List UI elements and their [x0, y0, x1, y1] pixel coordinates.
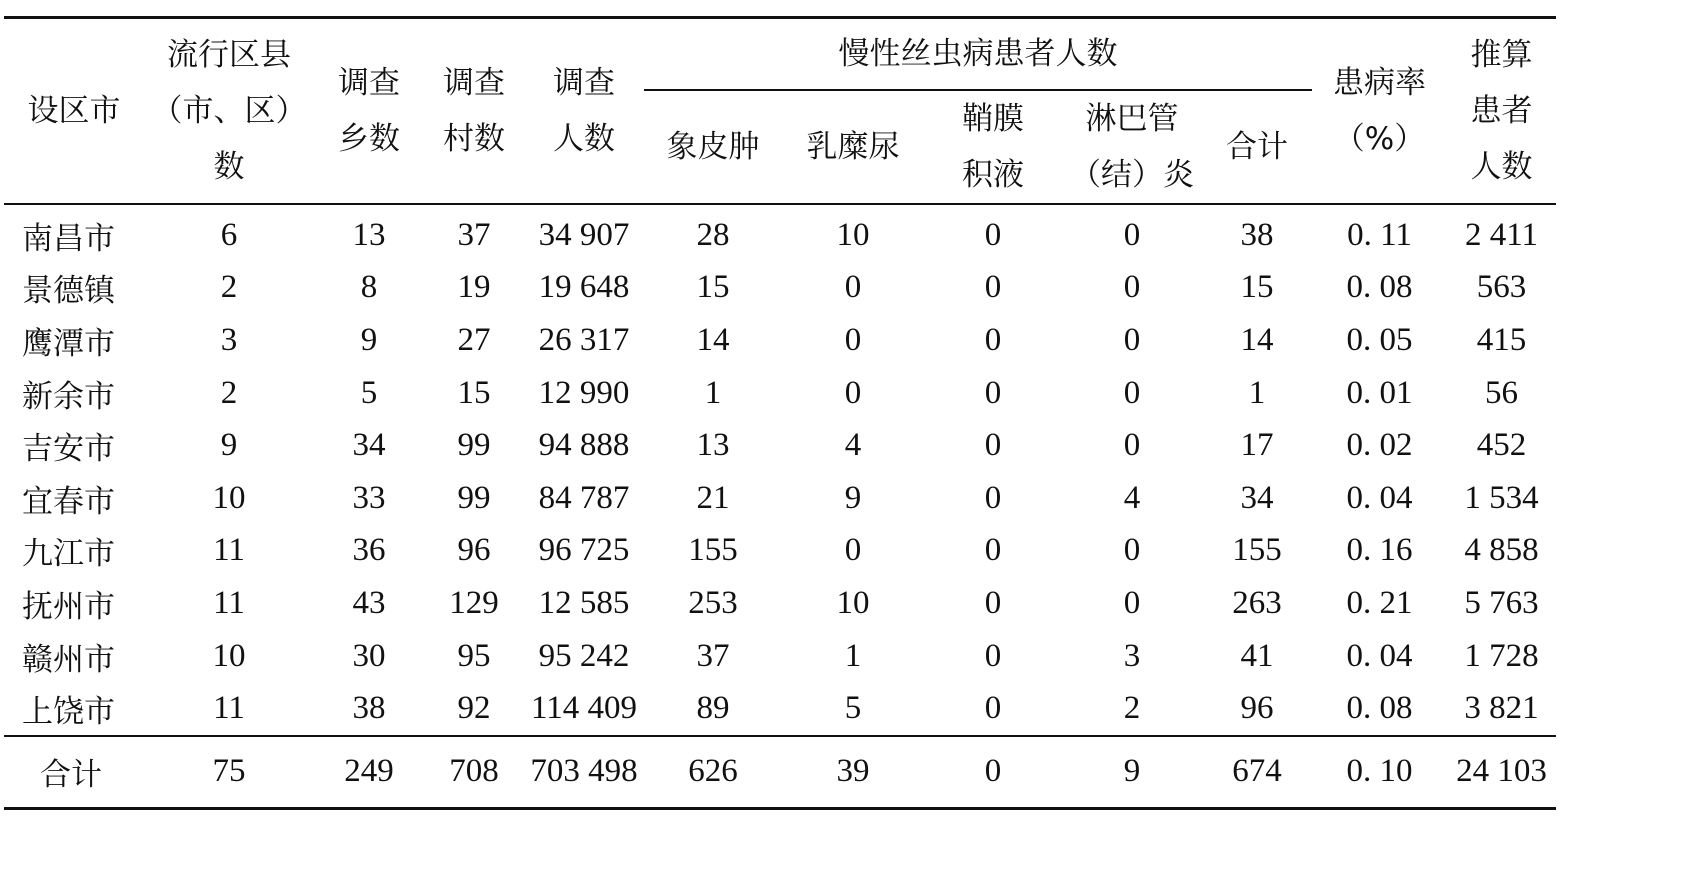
cell-villages: 92: [457, 690, 491, 727]
cell-city: 吉安市: [22, 431, 115, 468]
cell-elephantiasis: 253: [688, 584, 738, 621]
header-rate: 患病率 （%）: [1333, 65, 1427, 157]
cell-elephantiasis: 1: [704, 374, 722, 411]
cell-lymph: 0: [1123, 374, 1141, 411]
cell-hydrocele: 0: [984, 584, 1002, 621]
cell-subtotal: 1: [1248, 374, 1266, 411]
header-people: 调查 人数: [553, 65, 615, 157]
cell-estimated: 1 728: [1464, 637, 1539, 674]
cell-elephantiasis: 14: [696, 321, 730, 358]
cell-hydrocele: 0: [984, 637, 1002, 674]
cell-people: 95 242: [538, 637, 630, 674]
cell-subtotal: 34: [1240, 479, 1274, 516]
cell-elephantiasis: 89: [696, 690, 730, 727]
cell-subtotal: 41: [1240, 637, 1274, 674]
cell-hydrocele: 0: [984, 479, 1002, 516]
cell-villages: 95: [457, 637, 491, 674]
cell-rate: 0. 02: [1346, 427, 1413, 464]
cell-subtotal: 14: [1240, 321, 1274, 358]
cell-chyluria: 0: [844, 269, 862, 306]
table-container: [4, 16, 1556, 810]
header-counties: 流行区县 （市、区）数: [151, 37, 307, 185]
cell-elephantiasis: 13: [696, 427, 730, 464]
cell-hydrocele: 0: [984, 321, 1002, 358]
cell-estimated: 452: [1476, 427, 1527, 464]
cell-people: 12 990: [538, 374, 630, 411]
cell-elephantiasis: 37: [696, 637, 730, 674]
cell-lymph: 0: [1123, 216, 1141, 253]
cell-subtotal: 263: [1232, 584, 1282, 621]
cell-chyluria: 0: [844, 321, 862, 358]
cell-hydrocele: 0: [984, 216, 1002, 253]
cell-villages: 129: [449, 584, 499, 621]
cell-rate: 0. 10: [1312, 736, 1447, 809]
cell-lymph: 0: [1123, 427, 1141, 464]
cell-people: 94 888: [538, 427, 630, 464]
cell-villages: 99: [457, 427, 491, 464]
cell-towns: 13: [352, 216, 386, 253]
table-row: [4, 419, 1556, 472]
cell-subtotal: 17: [1240, 427, 1274, 464]
table-row: [4, 262, 1556, 315]
cell-people: 84 787: [538, 479, 630, 516]
table-body: [4, 204, 1556, 808]
cell-city: 鹰潭市: [22, 325, 115, 362]
cell-chyluria: 4: [844, 427, 862, 464]
cell-people: 19 648: [538, 269, 630, 306]
cell-estimated: 56: [1485, 374, 1519, 411]
cell-elephantiasis: 21: [696, 479, 730, 516]
cell-estimated: 24 103: [1447, 736, 1556, 809]
header-towns: 调查 乡数: [338, 65, 400, 157]
cell-towns: 36: [352, 532, 386, 569]
table-row: [4, 630, 1556, 683]
cell-towns: 43: [352, 584, 386, 621]
cell-estimated: 1 534: [1464, 479, 1539, 516]
cell-elephantiasis: 155: [688, 532, 738, 569]
cell-counties: 75: [144, 736, 314, 809]
cell-towns: 33: [352, 479, 386, 516]
cell-city: 景德镇: [22, 273, 115, 310]
cell-rate: 0. 21: [1346, 584, 1413, 621]
cell-rate: 0. 05: [1346, 321, 1413, 358]
cell-hydrocele: 0: [984, 427, 1002, 464]
table-row: [4, 525, 1556, 578]
cell-chyluria: 0: [844, 532, 862, 569]
header-chyluria: 乳糜尿: [806, 129, 900, 165]
cell-towns: 249: [314, 736, 424, 809]
header-subtotal: 合计: [1226, 129, 1288, 165]
cell-villages: 96: [457, 532, 491, 569]
header-city: 设区市: [27, 93, 121, 129]
cell-lymph: 9: [1062, 736, 1202, 809]
table-row: [4, 472, 1556, 525]
cell-counties: 11: [213, 532, 245, 569]
cell-city: 抚州市: [22, 588, 115, 625]
cell-chyluria: 39: [782, 736, 924, 809]
table-row: [4, 314, 1556, 367]
cell-subtotal: 674: [1202, 736, 1312, 809]
cell-people: 96 725: [538, 532, 630, 569]
total-row: [4, 736, 1556, 809]
cell-people: 703 498: [524, 736, 644, 809]
cell-counties: 3: [220, 321, 238, 358]
cell-hydrocele: 0: [924, 736, 1062, 809]
cell-rate: 0. 16: [1346, 532, 1413, 569]
cell-counties: 9: [220, 427, 238, 464]
cell-villages: 27: [457, 321, 491, 358]
cell-subtotal: 96: [1240, 690, 1274, 727]
cell-subtotal: 15: [1240, 269, 1274, 306]
cell-towns: 38: [352, 690, 386, 727]
cell-city: 宜春市: [22, 483, 115, 520]
table-header: [4, 18, 1556, 205]
cell-city: 南昌市: [22, 220, 115, 257]
cell-estimated: 415: [1476, 321, 1527, 358]
cell-people: 12 585: [538, 584, 630, 621]
filariasis-table: [4, 16, 1556, 810]
header-elephantiasis: 象皮肿: [666, 129, 760, 165]
cell-rate: 0. 08: [1346, 269, 1413, 306]
header-hydrocele: 鞘膜 积液: [962, 101, 1024, 193]
cell-rate: 0. 04: [1346, 479, 1413, 516]
cell-counties: 10: [212, 637, 246, 674]
cell-chyluria: 1: [844, 637, 862, 674]
cell-towns: 5: [360, 374, 378, 411]
cell-city: 新余市: [22, 378, 115, 415]
cell-towns: 9: [360, 321, 378, 358]
cell-counties: 6: [220, 216, 238, 253]
cell-estimated: 4 858: [1464, 532, 1539, 569]
cell-villages: 37: [457, 216, 491, 253]
cell-chyluria: 10: [836, 216, 870, 253]
cell-counties: 2: [220, 269, 238, 306]
table-row: [4, 577, 1556, 630]
cell-people: 114 409: [530, 690, 638, 727]
cell-towns: 34: [352, 427, 386, 464]
cell-rate: 0. 11: [1347, 216, 1412, 253]
cell-lymph: 0: [1123, 269, 1141, 306]
table-row: [4, 682, 1556, 736]
table-row: [4, 204, 1556, 262]
cell-hydrocele: 0: [984, 269, 1002, 306]
cell-subtotal: 155: [1232, 532, 1282, 569]
cell-estimated: 2 411: [1465, 216, 1539, 253]
cell-counties: 2: [220, 374, 238, 411]
cell-estimated: 563: [1476, 269, 1527, 306]
table-row: [4, 367, 1556, 420]
cell-people: 34 907: [538, 216, 630, 253]
cell-villages: 19: [457, 269, 491, 306]
cell-lymph: 0: [1123, 321, 1141, 358]
cell-counties: 11: [213, 690, 245, 727]
cell-elephantiasis: 15: [696, 269, 730, 306]
cell-city: 赣州市: [22, 641, 115, 678]
cell-towns: 30: [352, 637, 386, 674]
cell-counties: 10: [212, 479, 246, 516]
header-villages: 调查 村数: [443, 65, 505, 157]
cell-rate: 0. 04: [1346, 637, 1413, 674]
cell-lymph: 2: [1123, 690, 1141, 727]
cell-city: 上饶市: [22, 694, 115, 731]
cell-city: 合计: [4, 736, 144, 809]
cell-lymph: 4: [1123, 479, 1141, 516]
header-lymph: 淋巴管 （结）炎: [1070, 101, 1194, 193]
cell-hydrocele: 0: [984, 374, 1002, 411]
cell-hydrocele: 0: [984, 690, 1002, 727]
cell-villages: 15: [457, 374, 491, 411]
cell-chyluria: 9: [844, 479, 862, 516]
cell-city: 九江市: [22, 536, 115, 573]
cell-counties: 11: [213, 584, 245, 621]
cell-chyluria: 5: [844, 690, 862, 727]
cell-subtotal: 38: [1240, 216, 1274, 253]
cell-elephantiasis: 626: [644, 736, 782, 809]
header-group: 慢性丝虫病患者人数: [644, 18, 1312, 91]
cell-towns: 8: [360, 269, 378, 306]
cell-lymph: 0: [1123, 584, 1141, 621]
cell-rate: 0. 08: [1346, 690, 1413, 727]
cell-villages: 99: [457, 479, 491, 516]
cell-people: 26 317: [538, 321, 630, 358]
header-estimated: 推算 患者 人数: [1470, 37, 1533, 185]
cell-estimated: 5 763: [1464, 584, 1539, 621]
cell-estimated: 3 821: [1464, 690, 1539, 727]
cell-chyluria: 0: [844, 374, 862, 411]
cell-elephantiasis: 28: [696, 216, 730, 253]
cell-hydrocele: 0: [984, 532, 1002, 569]
cell-lymph: 3: [1123, 637, 1141, 674]
cell-rate: 0. 01: [1346, 374, 1413, 411]
cell-lymph: 0: [1123, 532, 1141, 569]
cell-chyluria: 10: [836, 584, 870, 621]
cell-villages: 708: [424, 736, 524, 809]
